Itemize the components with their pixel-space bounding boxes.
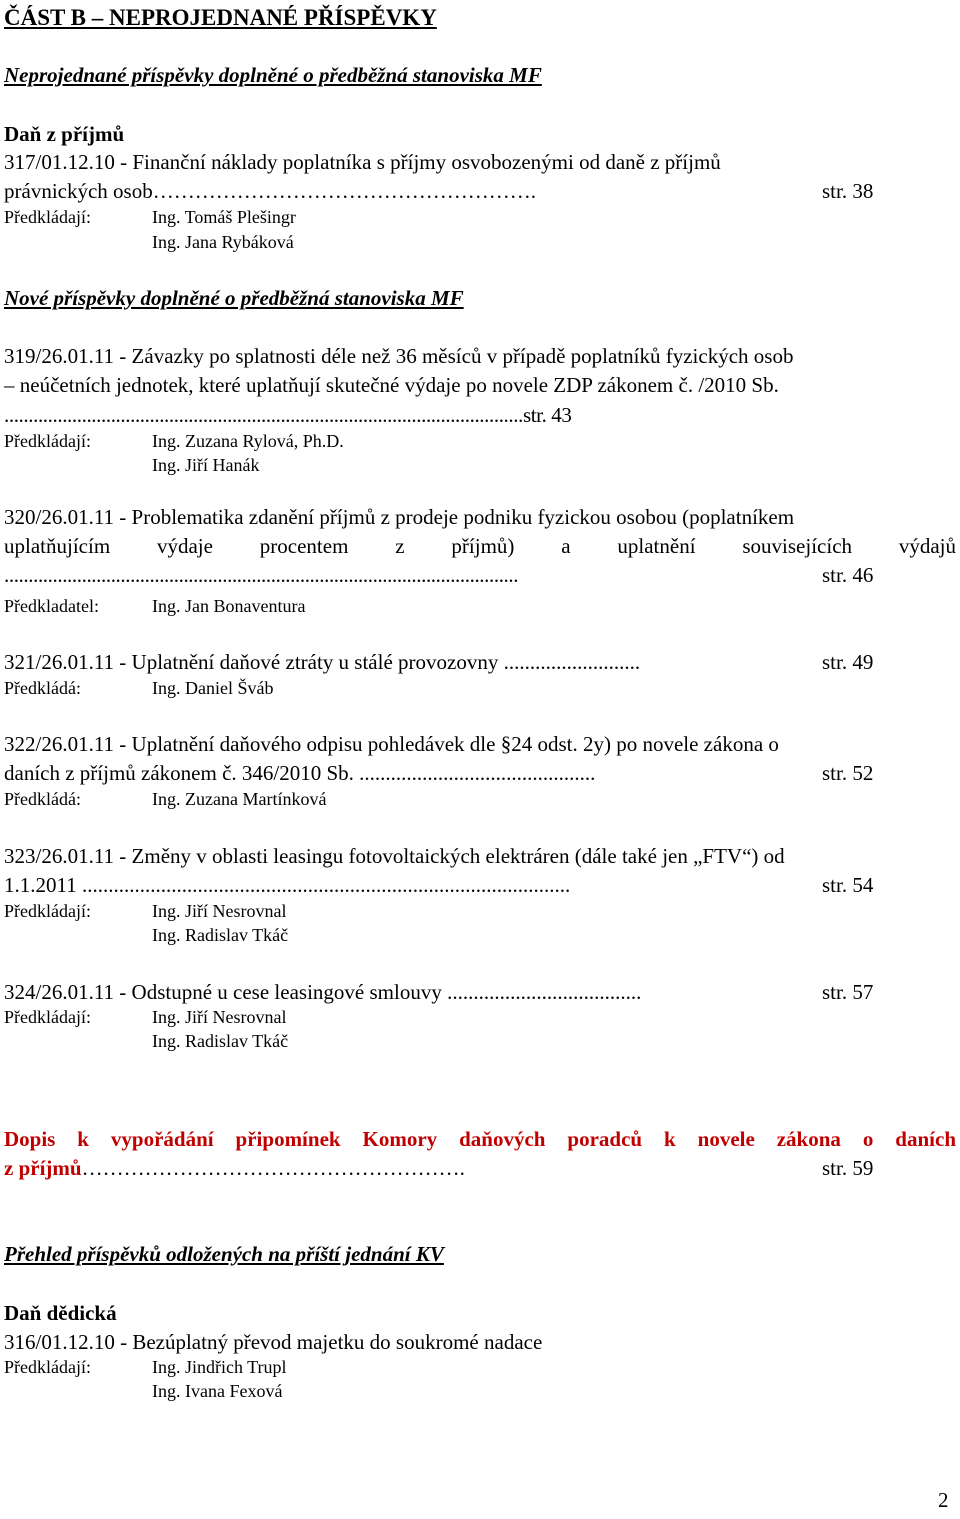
page-number: 2 xyxy=(938,1488,949,1512)
item-324-role: Předkládají: xyxy=(4,1007,91,1027)
item-316-line1: 316/01.12.10 - Bezúplatný převod majetku do soukromé nadace xyxy=(4,1330,543,1354)
tax-category-income: Daň z příjmů xyxy=(4,122,125,146)
dopis-line2 xyxy=(4,1157,465,1180)
dopis-line1: Dopis k vypořádání připomínek Komory daňových poradců k novele zákona o daních xyxy=(4,1127,956,1151)
item-317-presenter-2: Ing. Jana Rybáková xyxy=(152,232,294,252)
item-322-line1: 322/26.01.11 - Uplatnění daňového odpisu pohledávek dle §24 odst. 2y) po novele zákona o xyxy=(4,732,779,756)
item-320-line1: 320/26.01.11 - Problematika zdanění příjmů z prodeje podniku fyzickou osobou (poplatníkem xyxy=(4,505,795,529)
item-317-role: Předkládají: xyxy=(4,207,91,227)
dopis-line2-text: z příjmů xyxy=(4,1156,82,1180)
item-322-line2: daních z příjmů zákonem č. 346/2010 Sb. ............................................. xyxy=(4,761,596,785)
item-319-role: Předkládají: xyxy=(4,431,91,451)
item-324-presenter-1: Ing. Jiří Nesrovnal xyxy=(152,1007,287,1027)
item-316-role: Předkládají: xyxy=(4,1357,91,1377)
dopis-page: str. 59 xyxy=(822,1156,874,1180)
item-316-presenter-1: Ing. Jindřich Trupl xyxy=(152,1357,287,1377)
item-319-line2: – neúčetních jednotek, které uplatňují skutečné výdaje po novele ZDP zákonem č. /2010 Sb. xyxy=(4,373,779,397)
item-321-page: str. 49 xyxy=(822,650,874,674)
item-320-presenter-1: Ing. Jan Bonaventura xyxy=(152,596,306,616)
item-319-presenter-1: Ing. Zuzana Rylová, Ph.D. xyxy=(152,431,344,451)
item-317-line2: právnických osob………………………………………………. xyxy=(4,179,536,203)
item-323-line1: 323/26.01.11 - Změny v oblasti leasingu fotovoltaických elektráren (dále také jen „FTV“) od xyxy=(4,844,785,868)
tax-category-inheritance: Daň dědická xyxy=(4,1301,117,1325)
item-322-presenter-1: Ing. Zuzana Martínková xyxy=(152,789,327,809)
item-321-presenter-1: Ing. Daniel Šváb xyxy=(152,678,274,698)
item-319-line1: 319/26.01.11 - Závazky po splatnosti déle než 36 měsíců v případě poplatníků fyzických osob xyxy=(4,344,794,368)
item-322-role: Předkládá: xyxy=(4,789,81,809)
item-324-presenter-2: Ing. Radislav Tkáč xyxy=(152,1031,289,1051)
item-320-role: Předkladatel: xyxy=(4,596,99,616)
dopis-dots: ………………………………………………. xyxy=(81,1156,465,1180)
item-323-role: Předkládají: xyxy=(4,901,91,921)
item-323-line2: 1.1.2011 ............................................................................................. xyxy=(4,873,571,897)
item-321-line1: 321/26.01.11 - Uplatnění daňové ztráty u stálé provozovny .......................... xyxy=(4,650,641,674)
heading-unresolved: Neprojednané příspěvky doplněné o předběžná stanoviska MF xyxy=(4,63,542,87)
item-317-page: str. 38 xyxy=(822,179,874,203)
heading-new: Nové příspěvky doplněné o předběžná stanoviska MF xyxy=(4,286,464,310)
item-320-line3: .......................................................................................................... xyxy=(4,563,519,587)
item-317-presenter-1: Ing. Tomáš Plešingr xyxy=(152,207,296,227)
item-323-page: str. 54 xyxy=(822,873,874,897)
item-323-presenter-1: Ing. Jiří Nesrovnal xyxy=(152,901,287,921)
item-324-line1: 324/26.01.11 - Odstupné u cese leasingové smlouvy ..................................... xyxy=(4,980,642,1004)
item-321-role: Předkládá: xyxy=(4,678,81,698)
item-320-line2: uplatňujícím výdaje procentem z příjmů) a uplatnění souvisejících výdajů xyxy=(4,534,956,558)
item-323-presenter-2: Ing. Radislav Tkáč xyxy=(152,925,289,945)
section-title: ČÁST B – NEPROJEDNANÉ PŘÍSPĚVKY xyxy=(4,5,437,30)
item-319-line3: ...........................................................................................................str. 43 xyxy=(4,403,572,427)
item-317-line1: 317/01.12.10 - Finanční náklady poplatníka s příjmy osvobozenými od daně z příjmů xyxy=(4,150,721,174)
heading-postponed: Přehled příspěvků odložených na příští jednání KV xyxy=(4,1242,444,1266)
item-319-presenter-2: Ing. Jiří Hanák xyxy=(152,455,260,475)
item-316-presenter-2: Ing. Ivana Fexová xyxy=(152,1381,283,1401)
item-320-page: str. 46 xyxy=(822,563,874,587)
item-322-page: str. 52 xyxy=(822,761,874,785)
item-324-page: str. 57 xyxy=(822,980,874,1004)
